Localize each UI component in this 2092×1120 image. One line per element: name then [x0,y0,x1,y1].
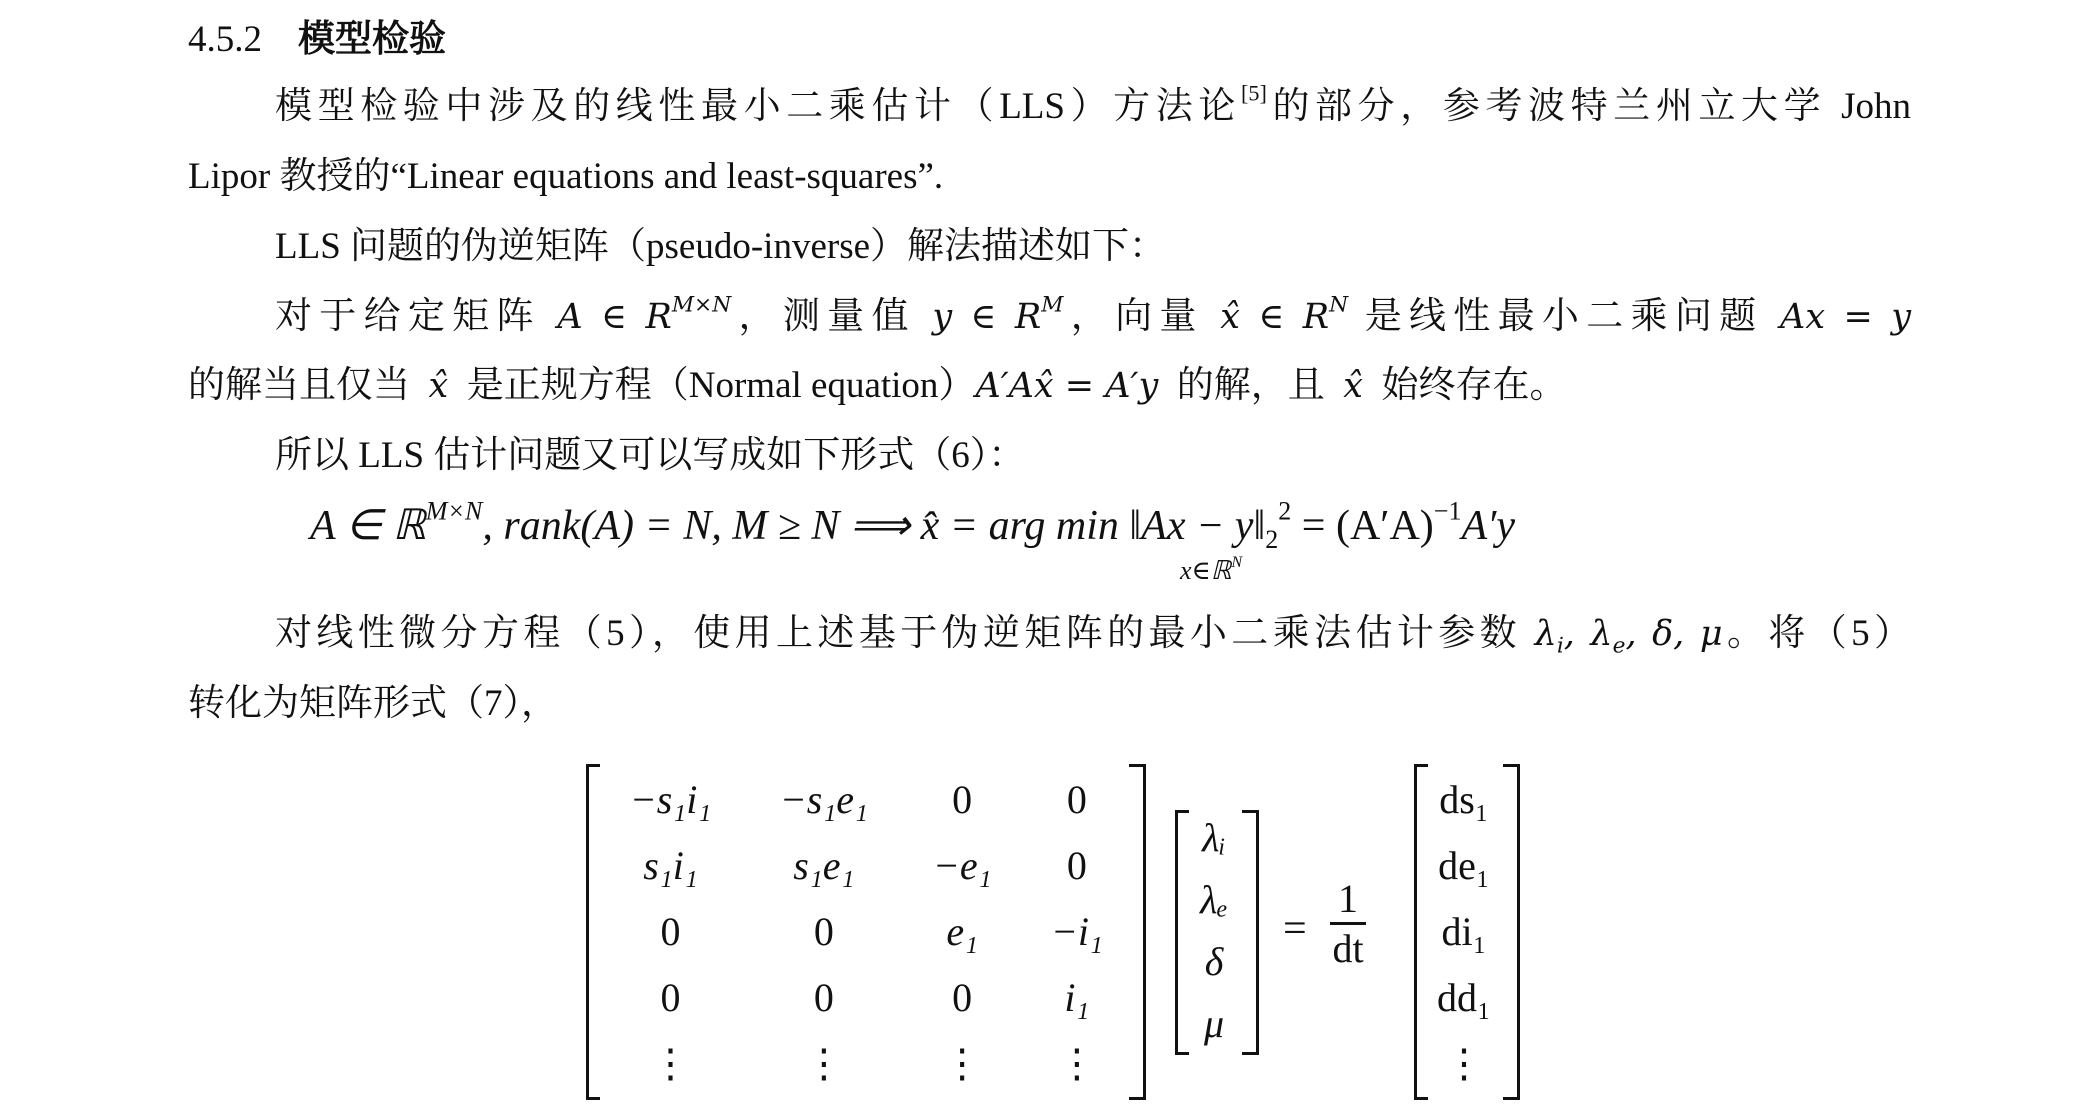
fraction: $\frac{1}{dt}$ [1330,875,1366,972]
math: A′Ax̂ = A′y [975,366,1159,406]
paragraph-2: LLS 问题的伪逆矩阵（pseudo-inverse）解法描述如下： [275,226,1167,267]
math: y ∈ $R^M$ [932,292,1064,337]
rhs-vector: ds₁ de₁ di₁ dd₁ ⋮ [1437,776,1491,1086]
equation-6: A ∈ ℝ$^{M\times N}$, rank(A) = N, M ≥ N ⟹ x̂ = arg min ‖Ax − $y‖_2^2 = (A'A)^{-1}A'y$ [310,496,1515,555]
text: 对于给定矩阵 [275,296,541,337]
section-title: 模型检验 [298,17,446,60]
paragraph-5 [275,612,1912,659]
text: 。将（5） [1722,613,1912,654]
paragraph-4: 所以 LLS 估计问题又可以写成如下形式（6）： [275,435,1026,476]
argmin-subscript: x∈ℝ$^N$ [1180,553,1243,585]
paragraph-1 [275,80,1912,129]
text: 的解当且仅当 [188,365,410,406]
math: x̂ [1343,366,1363,406]
text: 的解，且 [1176,365,1325,406]
text: 模型检验中涉及的线性最小二乘估计（LLS）方法论 [275,86,1241,127]
text: 是正规方程（Normal equation） [466,365,976,406]
math: Ax = y [1780,297,1912,337]
text: 是线性最小二乘问题 [1364,296,1764,337]
paragraph-3-cont [188,364,1567,408]
parameter-vector: λᵢ λₑ δ μ [1200,814,1228,1046]
paragraph-5-cont: 转化为矩阵形式（7）， [188,683,558,724]
paragraph-3 [275,292,1912,339]
math-params: $\lambda_i$, $\lambda_e$, δ, μ [1534,614,1723,659]
math: x̂ [428,366,449,406]
paragraph-1-cont: Lipor 教授的“Linear equations and least-squares”. [188,156,944,197]
section-heading [188,8,446,62]
text: ，测量值 [731,296,916,337]
math: x̂ ∈ $R^N$ [1220,292,1349,337]
text: ，向量 [1063,296,1204,337]
text: 对线性微分方程（5），使用上述基于伪逆矩阵的最小二乘法估计参数 [275,613,1522,654]
equals-sign: = [1283,906,1307,952]
citation-link[interactable]: [5] [1240,80,1267,106]
coefficient-matrix: −s₁i₁ −s₁e₁ 0 0 s₁i₁ s₁e₁ −e₁ 0 0 0 e₁ −i₁ 0 0 0 i₁ ⋮ ⋮ ⋮ ⋮ [629,776,1103,1086]
section-number: 4.5.2 [188,19,262,60]
text: 的部分，参考波特兰州立大学 John [1266,86,1912,127]
math: A ∈ $R^{M\times N}$ [557,292,732,337]
text: 始终存在。 [1381,365,1567,406]
